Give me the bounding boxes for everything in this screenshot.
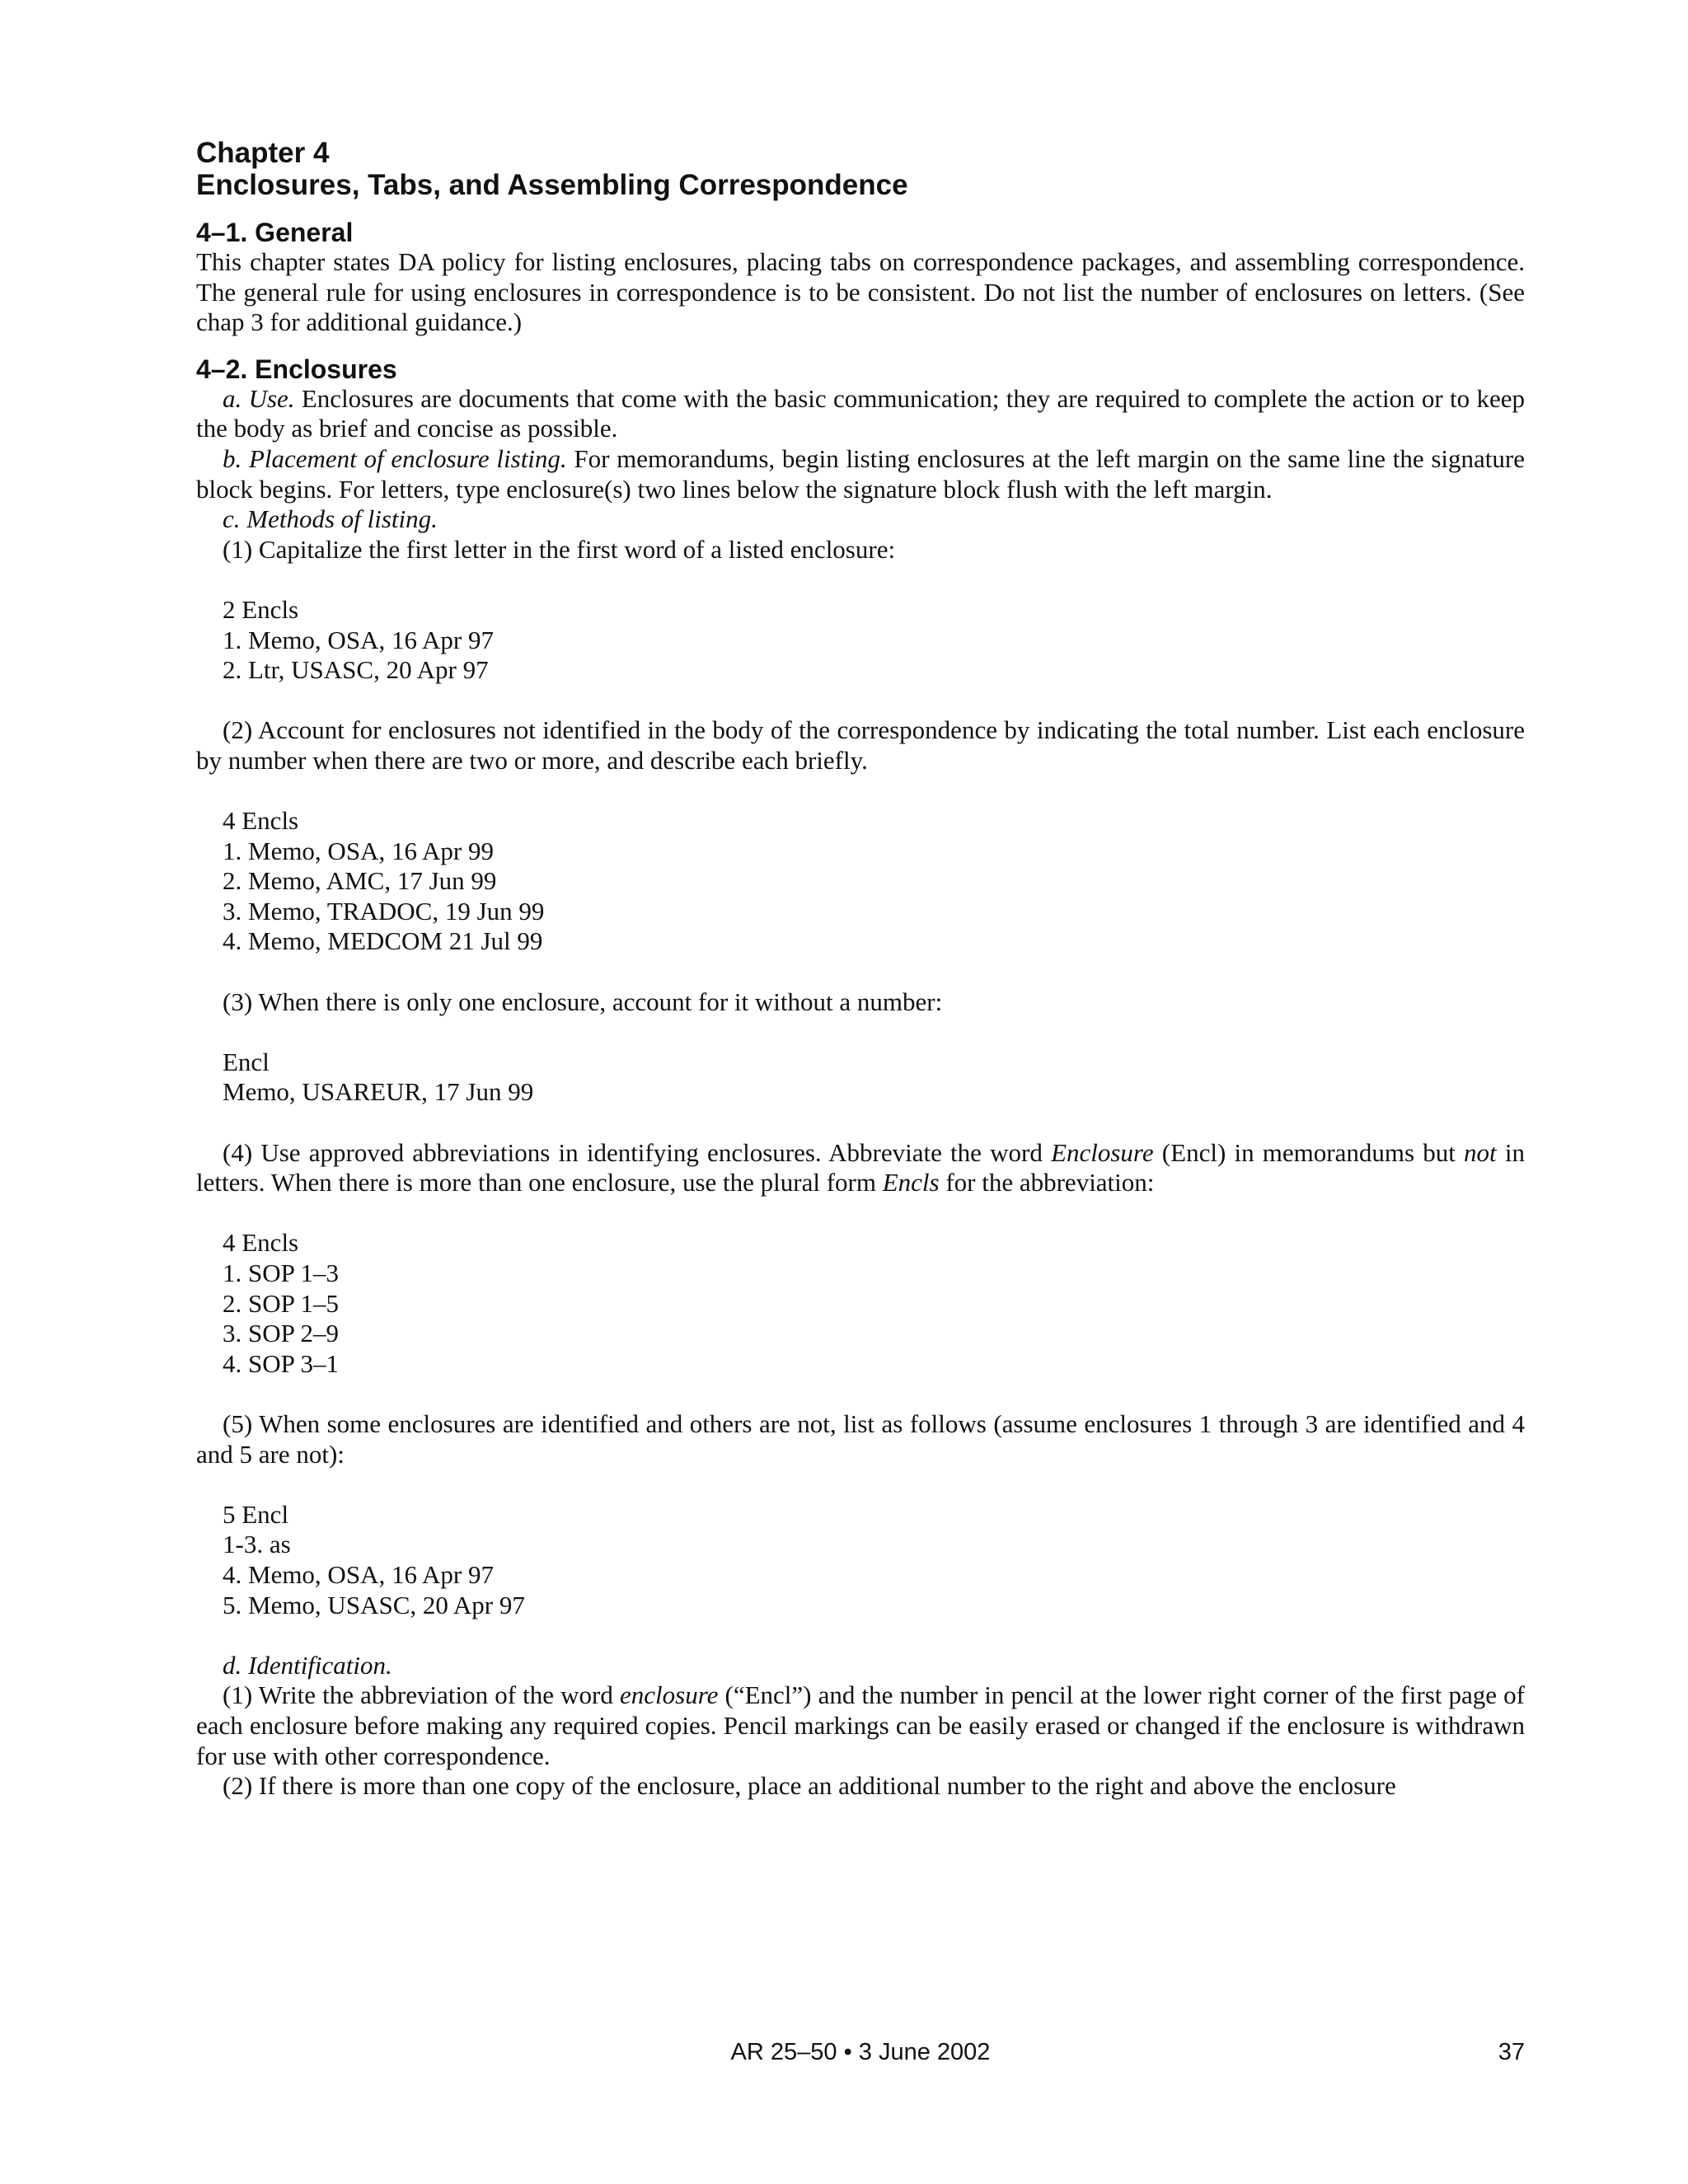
list-item: 3. Memo, TRADOC, 19 Jun 99 bbox=[223, 896, 545, 926]
example-list-c3 bbox=[196, 1047, 1525, 1108]
list-item: 5 Encl bbox=[223, 1499, 289, 1529]
paragraph-c3: (3) When there is only one enclosure, account for it without a number: bbox=[223, 987, 943, 1016]
page-footer bbox=[196, 2039, 1525, 2072]
list-item: 2 Encls bbox=[223, 594, 299, 624]
list-item: 3. SOP 2–9 bbox=[223, 1319, 339, 1348]
example-list-c2 bbox=[196, 806, 1525, 957]
paragraph-d1-text: (“Encl”) and the number in pencil at the lower right corner of the first page of each enclosure before making any required copies. Pencil markings can be easily erased or changed if the enclosure is withdrawn for use with other correspondence. bbox=[196, 1680, 1526, 1770]
list-item: 4. Memo, MEDCOM 21 Jul 99 bbox=[223, 926, 543, 956]
paragraph-d-label: d. Identification. bbox=[223, 1650, 392, 1680]
chapter-title: Enclosures, Tabs, and Assembling Correspondence bbox=[196, 169, 908, 201]
list-item: 4. SOP 3–1 bbox=[223, 1348, 339, 1378]
paragraph-a-label: a. Use. bbox=[223, 383, 295, 413]
paragraph-d2: (2) If there is more than one copy of the enclosure, place an additional number to the right and above the enclosure bbox=[223, 1771, 1396, 1801]
paragraph-b-placement bbox=[196, 444, 1525, 504]
document-page bbox=[196, 137, 1525, 1802]
footer-publication: AR 25–50 • 3 June 2002 bbox=[730, 2039, 991, 2065]
list-item: 1-3. as bbox=[223, 1530, 291, 1559]
paragraph-c-label: c. Methods of listing. bbox=[223, 504, 438, 534]
section-heading-enclosures: 4–2. Enclosures bbox=[196, 354, 397, 384]
paragraph-d1 bbox=[196, 1680, 1525, 1771]
list-item: 4. Memo, OSA, 16 Apr 97 bbox=[223, 1559, 494, 1589]
chapter-number: Chapter 4 bbox=[196, 137, 330, 169]
example-list-c1 bbox=[196, 595, 1525, 686]
paragraph-c4-emphasis: Encls bbox=[882, 1168, 940, 1197]
list-item: Encl bbox=[223, 1047, 270, 1076]
paragraph-b-text: For memorandums, begin listing enclosures at the left margin on the same line the signature block begins. For letters, type enclosure(s) two lines below the signature block flush with the left margin. bbox=[196, 443, 1525, 504]
paragraph-c4-text: (Encl) in memorandums but bbox=[1153, 1137, 1465, 1167]
paragraph-c4 bbox=[196, 1138, 1525, 1198]
paragraph-d1-text: (1) Write the abbreviation of the word bbox=[223, 1680, 620, 1710]
paragraph-c4-text: for the abbreviation: bbox=[939, 1168, 1155, 1197]
paragraph-a-use bbox=[196, 384, 1525, 444]
list-item: 5. Memo, USASC, 20 Apr 97 bbox=[223, 1590, 525, 1619]
paragraph-d1-emphasis: enclosure bbox=[620, 1680, 719, 1710]
list-item: 2. Ltr, USASC, 20 Apr 97 bbox=[223, 655, 489, 685]
example-list-c5 bbox=[196, 1500, 1525, 1620]
paragraph-c4-text: (4) Use approved abbreviations in identifying enclosures. Abbreviate the word bbox=[223, 1137, 1052, 1167]
paragraph-b-label: b. Placement of enclosure listing. bbox=[223, 443, 567, 473]
section-heading-general: 4–1. General bbox=[196, 218, 354, 247]
paragraph-c2: (2) Account for enclosures not identified in the body of the correspondence by indicating the total number. List each enclosure by number when there are two or more, and describe each briefly. bbox=[196, 715, 1525, 775]
paragraph-c4-text: in letters. When there is more than one enclosure, use the plural form bbox=[196, 1137, 1525, 1197]
list-item: 1. Memo, OSA, 16 Apr 99 bbox=[223, 836, 494, 865]
list-item: 2. Memo, AMC, 17 Jun 99 bbox=[223, 866, 497, 896]
paragraph-c4-emphasis: not bbox=[1464, 1137, 1497, 1167]
paragraph-c5: (5) When some enclosures are identified and others are not, list as follows (assume enclosures 1 through 3 are identified and 4 and 5 are not): bbox=[196, 1408, 1525, 1469]
list-item: 1. Memo, OSA, 16 Apr 97 bbox=[223, 625, 494, 654]
paragraph-c1: (1) Capitalize the first letter in the first word of a listed enclosure: bbox=[223, 534, 896, 564]
list-item: Memo, USAREUR, 17 Jun 99 bbox=[223, 1077, 534, 1107]
list-item: 1. SOP 1–3 bbox=[223, 1258, 339, 1287]
paragraph-a-text: Enclosures are documents that come with the basic communication; they are required to complete the action or to keep the body as brief and concise as possible. bbox=[196, 383, 1525, 443]
page-number: 37 bbox=[1498, 2039, 1525, 2065]
list-item: 4 Encls bbox=[223, 806, 299, 836]
example-list-c4 bbox=[196, 1228, 1525, 1379]
list-item: 2. SOP 1–5 bbox=[223, 1288, 339, 1318]
list-item: 4 Encls bbox=[223, 1228, 299, 1258]
paragraph-c4-emphasis: Enclosure bbox=[1051, 1137, 1154, 1167]
general-paragraph: This chapter states DA policy for listing enclosures, placing tabs on correspondence packages, and assembling correspondence. The general rule for using enclosures in correspondence is to be consistent. Do not list the number of enclosures on letters. (See chap 3 for additional guidance.) bbox=[196, 247, 1525, 337]
